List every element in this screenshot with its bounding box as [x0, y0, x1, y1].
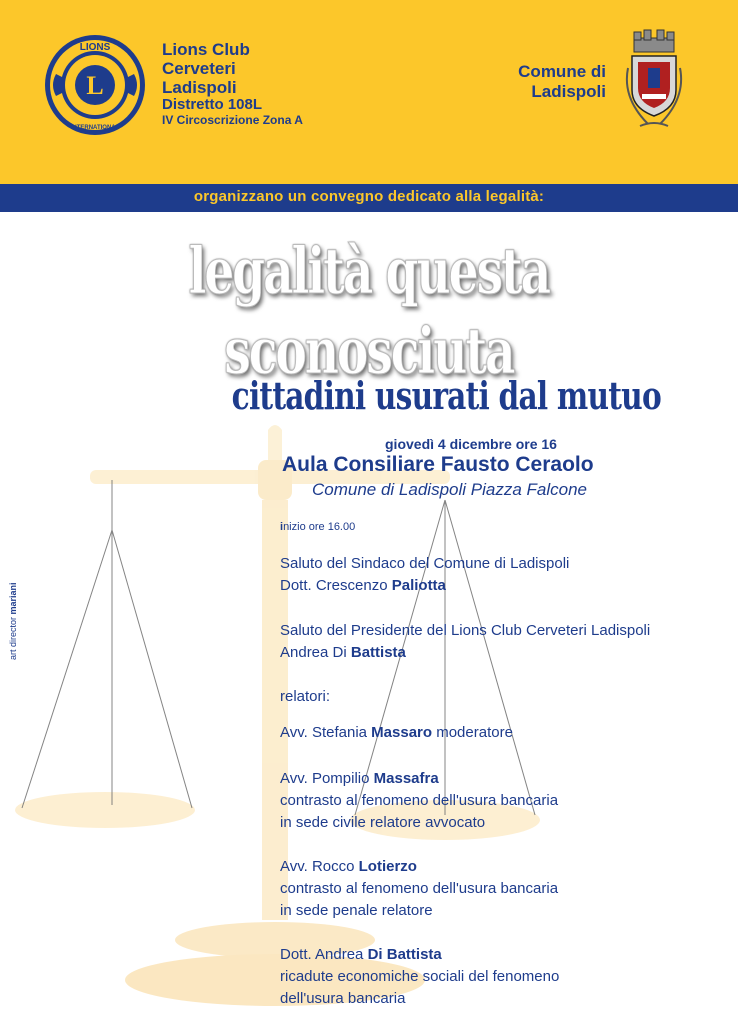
lions-club-name — [162, 40, 303, 127]
speaker-name: Avv. Pompilio — [280, 770, 374, 787]
program-item — [280, 553, 569, 597]
event-date: giovedì 4 dicembre ore 16 — [385, 436, 557, 452]
program-item-surname: Paliotta — [391, 577, 446, 594]
speaker-line1 — [280, 944, 559, 966]
program-item-line2 — [280, 642, 650, 664]
program-item-name: Andrea Di — [280, 644, 351, 661]
comune-crest-icon — [618, 28, 690, 136]
announcement-text: organizzano un convegno dedicato alla legalità: — [193, 188, 545, 205]
lions-club-logo — [44, 34, 146, 136]
speaker-role: moderatore — [432, 724, 513, 741]
program-item-name: Dott. Crescenzo — [280, 577, 392, 594]
lions-logo-top-text: LIONS — [79, 42, 111, 53]
art-director-label: art director — [8, 614, 18, 660]
lions-logo-letter: L — [86, 71, 104, 100]
speaker-detail: dell'usura bancaria — [280, 990, 406, 1007]
event-title: legalità questa sconosciuta — [188, 234, 550, 389]
comune-line-2: Ladispoli — [531, 82, 606, 101]
speaker-surname: Lotierzo — [358, 858, 417, 875]
start-time-rest: nizio ore 16.00 — [283, 521, 356, 533]
speaker-item — [280, 768, 558, 834]
speaker-name: Avv. Rocco — [280, 858, 359, 875]
program-item-line1: Saluto del Sindaco del Comune di Ladispoli — [280, 555, 570, 572]
lions-zone: IV Circoscrizione Zona A — [162, 113, 303, 127]
speaker-name: Dott. Andrea — [280, 946, 368, 963]
program-item-line1: Saluto del Presidente del Lions Club Cerveteri Ladispoli — [280, 622, 651, 639]
speaker-surname: Massaro — [371, 724, 433, 741]
lions-line-1: Lions Club — [162, 40, 250, 59]
scale-of-justice-icon — [0, 420, 738, 1020]
speaker-item — [280, 856, 558, 922]
speaker-detail: in sede civile relatore avvocato — [280, 814, 486, 831]
comune-name — [496, 62, 606, 102]
event-place: Aula Consiliare Fausto Ceraolo — [282, 453, 594, 476]
art-director-name: mariani — [8, 582, 18, 615]
speaker-topic: contrasto al fenomeno dell'usura bancaria — [280, 792, 559, 809]
comune-line-1: Comune di — [518, 62, 606, 81]
event-subtitle: cittadini usurati dal mutuo — [231, 373, 661, 418]
speaker-line1 — [280, 856, 558, 878]
lions-logo-bottom-text: INTERNATIONAL — [70, 125, 120, 131]
program-item-surname: Battista — [350, 644, 406, 661]
program-item-line2 — [280, 575, 569, 597]
speaker-detail: in sede penale relatore — [280, 902, 433, 919]
start-time — [280, 521, 355, 533]
speaker-name: Avv. Stefania — [280, 724, 372, 741]
speaker-item — [280, 944, 559, 1010]
speaker-topic: ricadute economiche sociali del fenomeno — [280, 968, 560, 985]
lions-line-2: Cerveteri — [162, 59, 236, 78]
speaker-item — [280, 722, 513, 744]
speaker-topic: contrasto al fenomeno dell'usura bancaria — [280, 880, 559, 897]
art-director-credit — [8, 582, 18, 660]
speaker-surname: Massafra — [373, 770, 439, 787]
speaker-surname: Di Battista — [367, 946, 442, 963]
event-address: Comune di Ladispoli Piazza Falcone — [312, 480, 587, 499]
program-item — [280, 620, 650, 664]
speaker-line1 — [280, 722, 513, 744]
start-time-prefix: i — [280, 521, 284, 533]
lions-line-3: Ladispoli — [162, 78, 237, 97]
speaker-line1 — [280, 768, 558, 790]
lions-district: Distretto 108L — [162, 96, 263, 113]
relatori-label: relatori: — [280, 688, 331, 705]
